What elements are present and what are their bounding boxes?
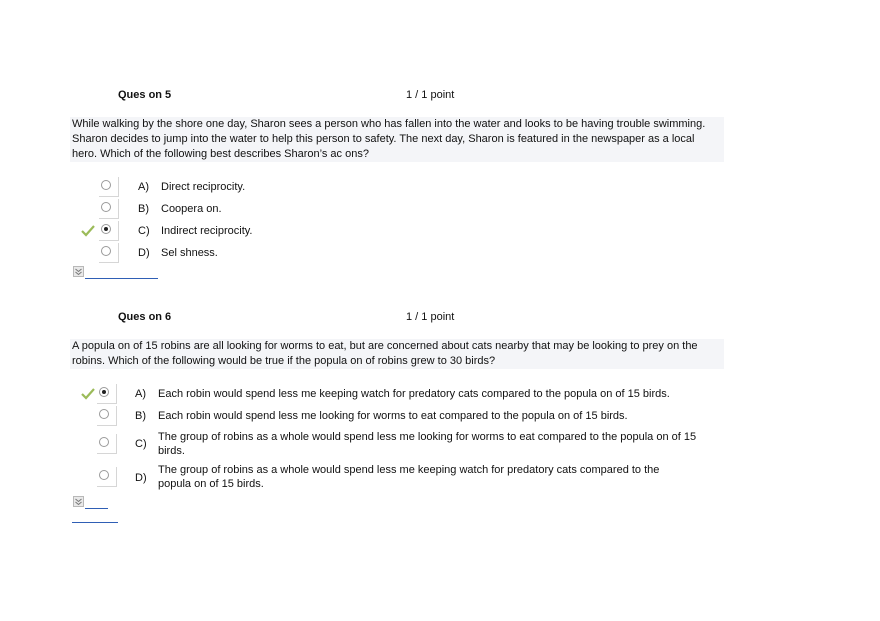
question-5-points: 1 / 1 point bbox=[406, 89, 455, 101]
option-line: birds. bbox=[158, 445, 185, 457]
q6-option-b-letter: B) bbox=[135, 410, 146, 422]
radio-button[interactable] bbox=[101, 246, 111, 256]
option-line: popula on of 15 birds. bbox=[158, 478, 264, 490]
question-5-title: Ques on 5 bbox=[118, 89, 172, 101]
q6-feedback-link-underline-2[interactable] bbox=[72, 522, 118, 523]
q6-option-a-letter: A) bbox=[135, 388, 146, 400]
radio-button-selected[interactable] bbox=[101, 224, 111, 234]
q6-option-a-radio[interactable] bbox=[97, 384, 117, 404]
q5-option-d-radio[interactable] bbox=[99, 243, 119, 263]
q6-option-d-radio[interactable] bbox=[97, 467, 117, 487]
option-line: The group of robins as a whole would spend less me keeping watch for predatory cats compared to the bbox=[158, 464, 660, 476]
radio-button[interactable] bbox=[101, 180, 111, 190]
q6-option-a-text: Each robin would spend less me keeping watch for predatory cats compared to the popula on of 15 birds. bbox=[158, 388, 670, 400]
radio-button[interactable] bbox=[101, 202, 111, 212]
radio-button-selected[interactable] bbox=[99, 387, 109, 397]
q5-option-b-letter: B) bbox=[138, 203, 149, 215]
q5-feedback-link-underline[interactable] bbox=[85, 278, 158, 279]
q5-option-c-letter: C) bbox=[138, 225, 150, 237]
question-6-stem bbox=[70, 339, 724, 369]
q5-option-b-text: Coopera on. bbox=[161, 203, 222, 215]
question-6-points: 1 / 1 point bbox=[406, 311, 455, 323]
q6-option-c-radio[interactable] bbox=[97, 434, 117, 454]
q5-option-d-text: Sel shness. bbox=[161, 247, 218, 259]
q6-option-b-text: Each robin would spend less me looking for worms to eat compared to the popula on of 15 birds. bbox=[158, 410, 628, 422]
radio-button[interactable] bbox=[99, 437, 109, 447]
q5-option-c-text: Indirect reciprocity. bbox=[161, 225, 253, 237]
radio-button[interactable] bbox=[99, 409, 109, 419]
q6-option-d-text bbox=[158, 463, 718, 491]
q5-expand-feedback-icon[interactable] bbox=[73, 266, 84, 277]
q6-expand-feedback-icon[interactable] bbox=[73, 496, 84, 507]
q5-option-b-radio[interactable] bbox=[99, 199, 119, 219]
question-5-stem bbox=[70, 117, 724, 162]
correct-check-icon bbox=[81, 388, 95, 400]
q6-option-c-letter: C) bbox=[135, 438, 147, 450]
q5-option-c-radio[interactable] bbox=[99, 221, 119, 241]
q5-option-a-radio[interactable] bbox=[99, 177, 119, 197]
q6-option-b-radio[interactable] bbox=[97, 406, 117, 426]
stem-line: A popula on of 15 robins are all looking for worms to eat, but are concerned about cats nearby that may be looking to prey on the bbox=[72, 340, 698, 352]
stem-line: Sharon decides to jump into the water to help this person to safety. The next day, Sharon is featured in the newspaper as a local bbox=[72, 133, 695, 145]
q6-option-d-letter: D) bbox=[135, 472, 147, 484]
correct-check-icon bbox=[81, 225, 95, 237]
q6-option-c-text bbox=[158, 430, 718, 458]
option-line: The group of robins as a whole would spend less me looking for worms to eat compared to the popula on of 15 bbox=[158, 431, 697, 443]
radio-button[interactable] bbox=[99, 470, 109, 480]
q5-option-a-letter: A) bbox=[138, 181, 149, 193]
q5-option-a-text: Direct reciprocity. bbox=[161, 181, 246, 193]
stem-line: While walking by the shore one day, Sharon sees a person who has fallen into the water and looks to be having trouble swimming. bbox=[72, 118, 706, 130]
question-6-title: Ques on 6 bbox=[118, 311, 172, 323]
stem-line: robins. Which of the following would be true if the popula on of robins grew to 30 birds? bbox=[72, 355, 496, 367]
stem-line: hero. Which of the following best describes Sharon’s ac ons? bbox=[72, 148, 369, 160]
q6-feedback-link-underline[interactable] bbox=[85, 508, 108, 509]
q5-option-d-letter: D) bbox=[138, 247, 150, 259]
